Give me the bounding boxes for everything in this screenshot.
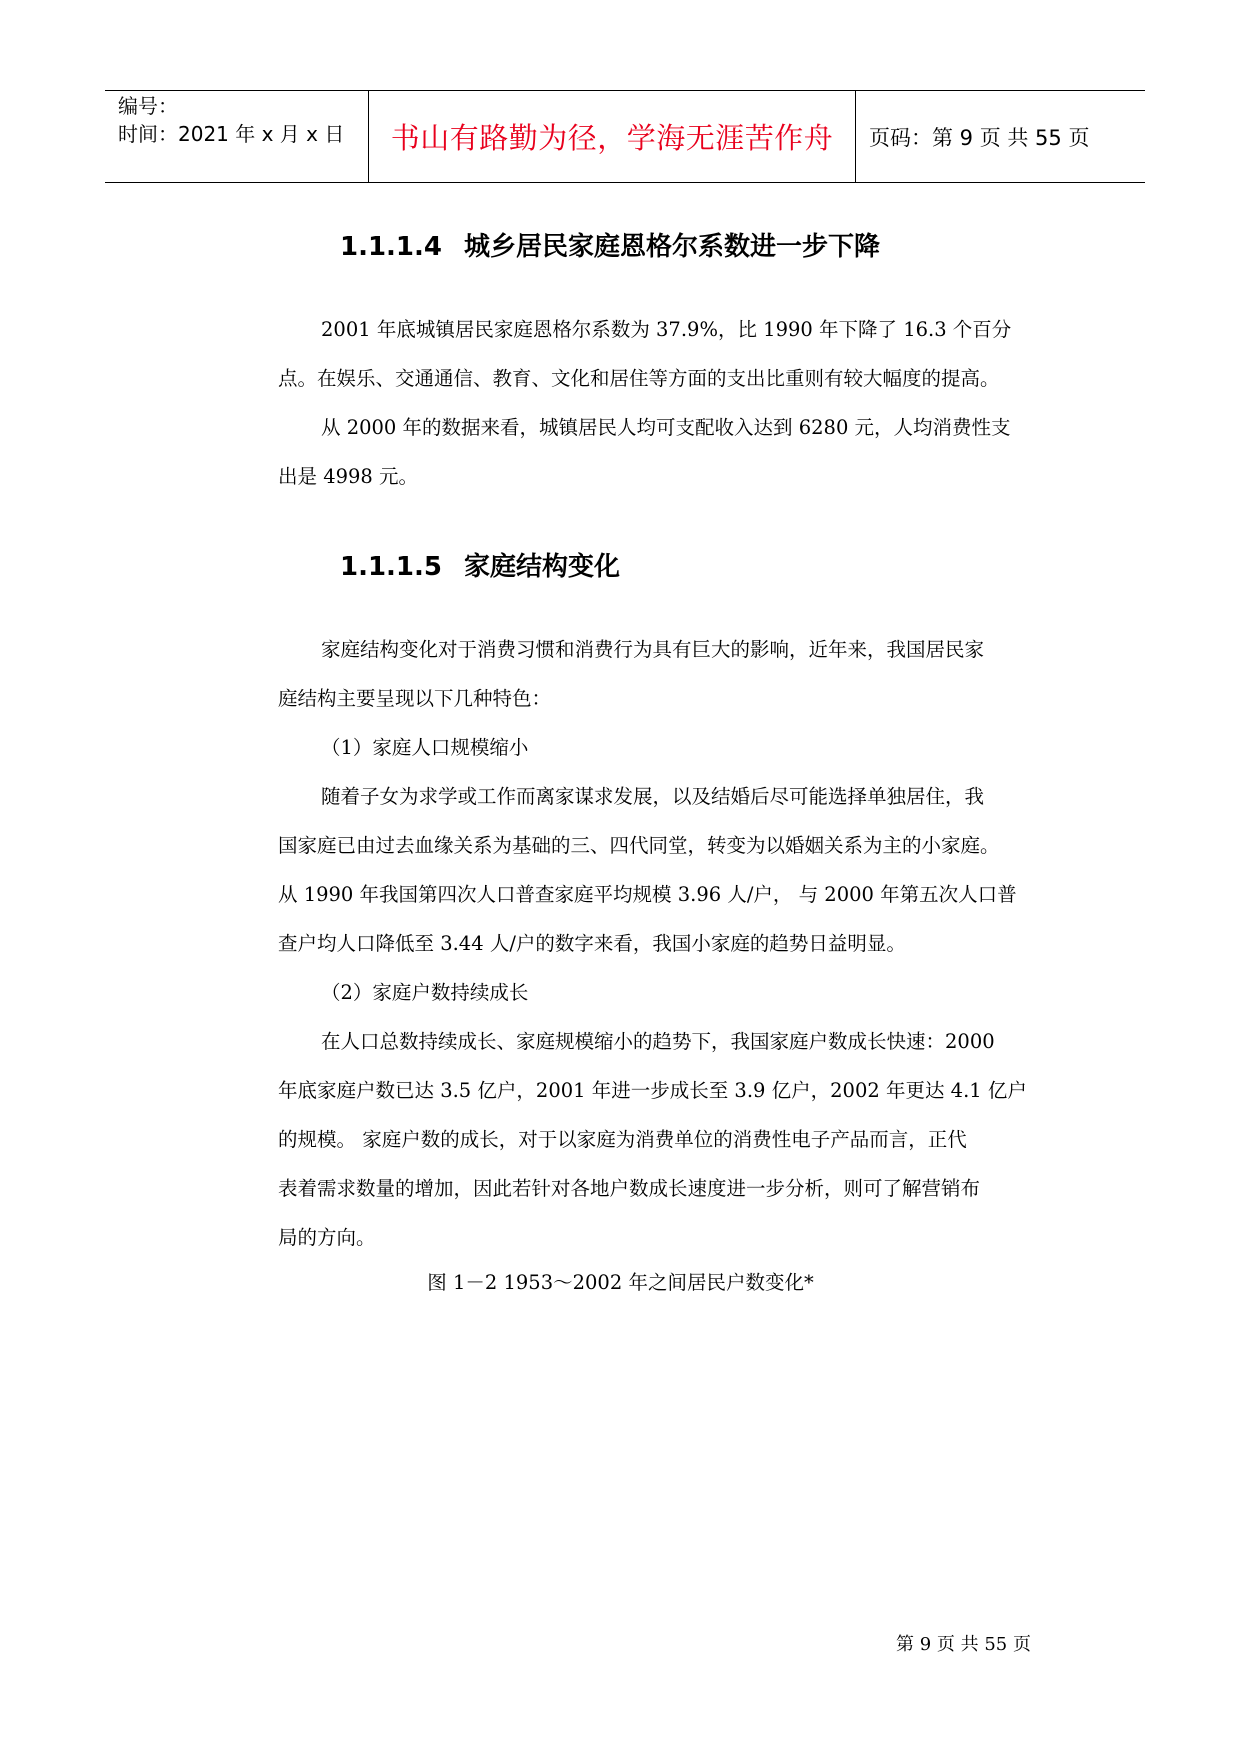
section-heading-1-1-1-4: [340, 226, 880, 263]
section-number: 1.1.1.4: [340, 232, 442, 262]
section-number: 1.1.1.5: [340, 552, 442, 582]
section-heading-1-1-1-5: [340, 546, 620, 583]
section1-paragraph: [278, 305, 1060, 501]
section-title: 城乡居民家庭恩格尔系数进一步下降: [464, 232, 881, 262]
serial-label: 编号：: [118, 94, 178, 118]
time-label: 时间：2021 年 x 月 x 日: [118, 122, 345, 146]
list-heading: （1）家庭人口规模缩小: [321, 736, 529, 759]
document-header: [105, 90, 1145, 183]
paragraph-line: 2001 年底城镇居民家庭恩格尔系数为 37.9%，比 1990 年下降了 16.3 个百分: [321, 318, 1012, 341]
paragraph-line: 出是 4998 元。: [278, 465, 419, 488]
paragraph-line: 年底家庭户数已达 3.5 亿户，2001 年进一步成长至 3.9 亿户，2002 年更达 4.1 亿户: [278, 1079, 1027, 1102]
paragraph-line: 点。在娱乐、交通通信、教育、文化和居住等方面的支出比重则有较大幅度的提高。: [278, 367, 1000, 390]
header-meta: [105, 91, 369, 182]
section2-paragraph: [278, 625, 1060, 1262]
list-heading: （2）家庭户数持续成长: [321, 981, 529, 1004]
page-footer: 第 9 页 共 55 页: [896, 1634, 1031, 1655]
section-title: 家庭结构变化: [464, 552, 621, 582]
paragraph-line: 的规模。 家庭户数的成长，对于以家庭为消费单位的消费性电子产品而言，正代: [278, 1128, 967, 1151]
paragraph-line: 查户均人口降低至 3.44 人/户的数字来看，我国小家庭的趋势日益明显。: [278, 932, 906, 955]
paragraph-line: 庭结构主要呈现以下几种特色：: [278, 687, 552, 710]
paragraph-line: 从 1990 年我国第四次人口普查家庭平均规模 3.96 人/户， 与 2000 年第五次人口普: [278, 883, 1017, 906]
paragraph-line: 表着需求数量的增加，因此若针对各地户数成长速度进一步分析，则可了解营销布: [278, 1177, 981, 1200]
paragraph-line: 随着子女为求学或工作而离家谋求发展，以及结婚后尽可能选择单独居住，我: [321, 785, 985, 808]
paragraph-line: 从 2000 年的数据来看，城镇居民人均可支配收入达到 6280 元，人均消费性支: [321, 416, 1011, 439]
paragraph-line: 家庭结构变化对于消费习惯和消费行为具有巨大的影响，近年来，我国居民家: [321, 638, 985, 661]
paragraph-line: 局的方向。: [278, 1226, 376, 1249]
paragraph-line: 国家庭已由过去血缘关系为基础的三、四代同堂，转变为以婚姻关系为主的小家庭。: [278, 834, 1000, 857]
paragraph-line: 在人口总数持续成长、家庭规模缩小的趋势下，我国家庭户数成长快速：2000: [321, 1030, 995, 1053]
header-motto-cell: [369, 91, 856, 182]
motto: 书山有路勤为径，学海无涯苦作舟: [390, 121, 834, 155]
header-page-info: [856, 91, 1145, 182]
page-info: 页码：第 9 页 共 55 页: [869, 125, 1090, 150]
figure-caption: 图 1－2 1953～2002 年之间居民户数变化*: [427, 1271, 814, 1294]
